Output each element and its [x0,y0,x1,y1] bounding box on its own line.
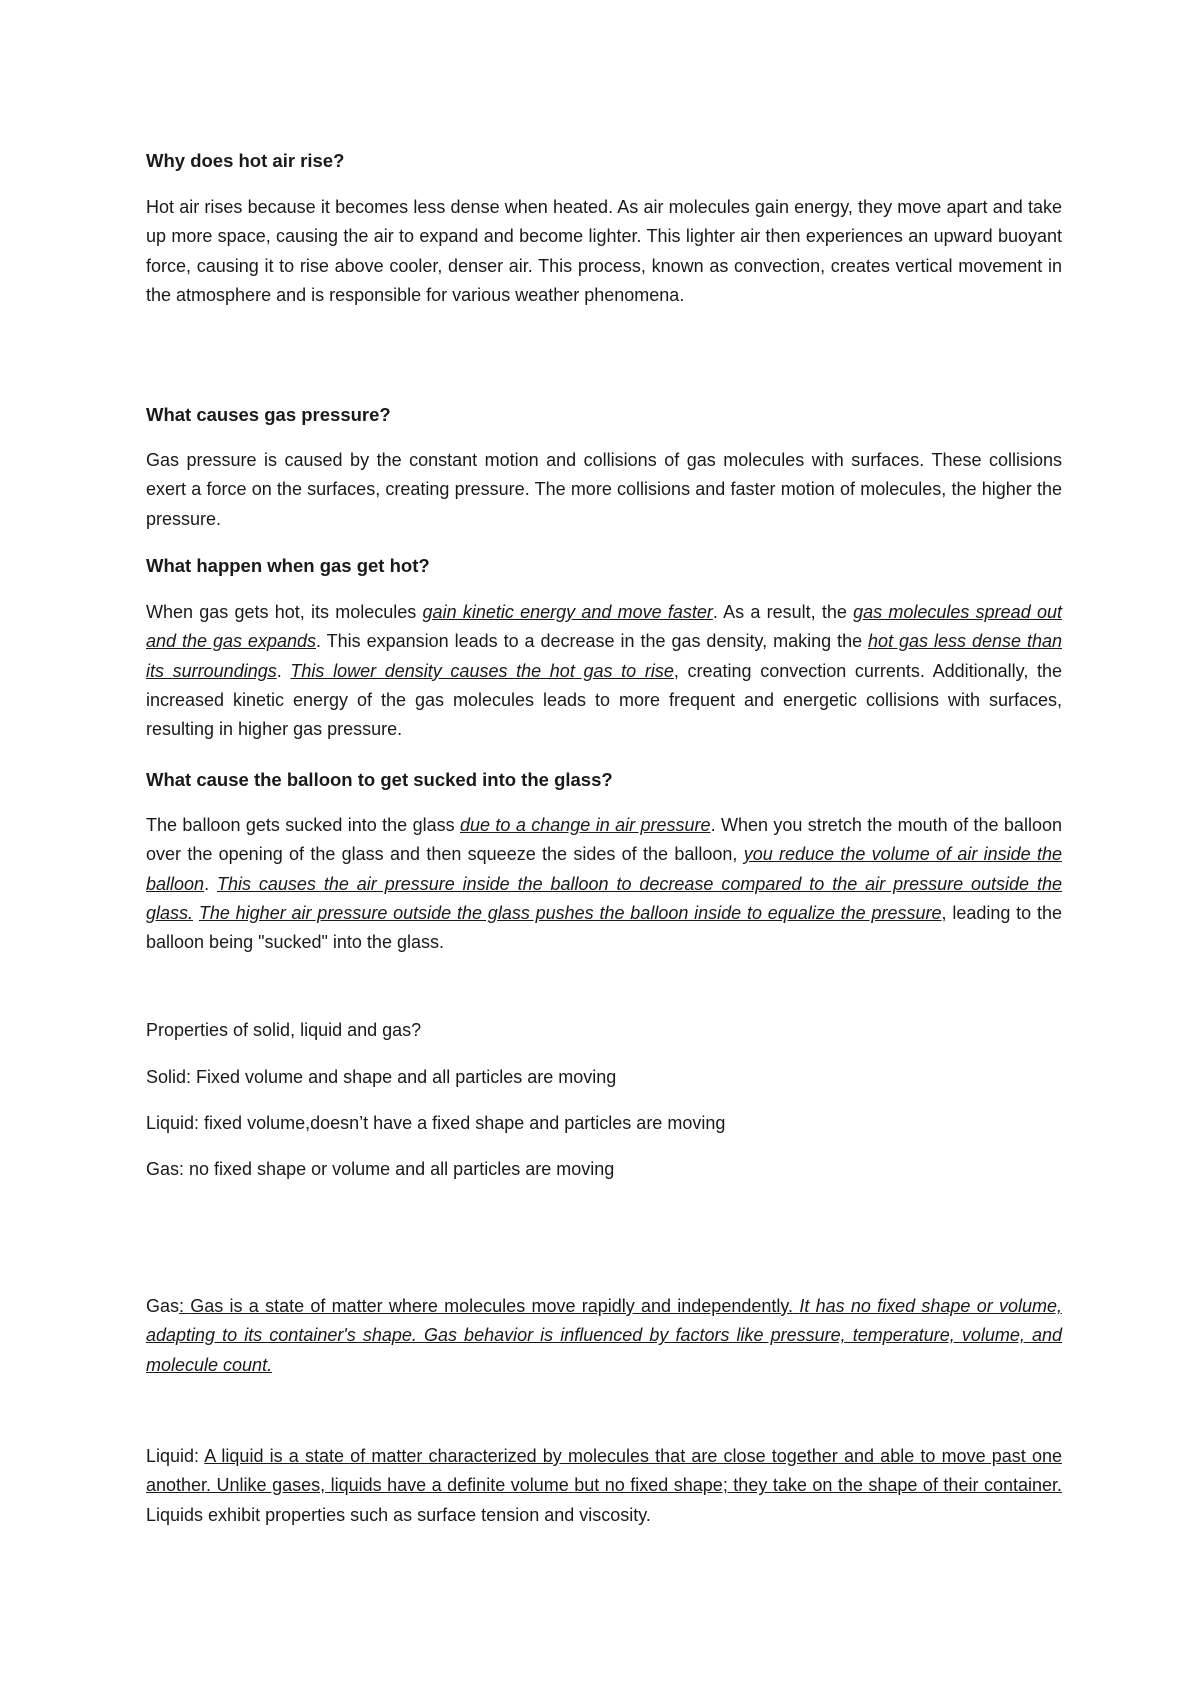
underlined-phrase: gain kinetic energy and move faster [422,602,713,622]
underlined-phrase: This causes the air pressure inside the balloon to decrease compared to the air pressure outside the glass. [146,873,1062,923]
text-run: . [276,660,291,681]
text-run: The balloon gets sucked into the glass [146,815,460,835]
properties-question: Properties of solid, liquid and gas? [146,1020,422,1040]
paragraph-balloon [146,811,1062,957]
heading-gas-hot: What happen when gas get hot? [146,555,430,576]
heading-hot-air: Why does hot air rise? [146,150,345,171]
underlined-phrase: Gas is a state of matter where molecules move rapidly and independently. [190,1296,794,1316]
paragraph-gas-definition [146,1292,1062,1380]
paragraph-gas-hot [146,598,1062,744]
text-run: When gas gets hot, its molecules [146,602,423,622]
underlined-phrase: The higher air pressure outside the glass pushes the balloon inside to equalize the pressure [198,902,942,923]
text-run: . [204,873,217,894]
text-run: . When you stretch the mouth of the balloon over the opening of the glass and then squeeze the sides of the balloon, [146,815,1062,865]
underlined-phrase: hot gas less dense than its surroundings [146,631,1062,681]
paragraph-gas-pressure: Gas pressure is caused by the constant motion and collisions of gas molecules with surfaces. These collisions exert a force on the surfaces, creating pressure. The more collisions and faster motion of molecules, the higher the pressure. [146,450,1062,529]
text-run: . This expansion leads to a decrease in the gas density, making the [316,631,869,652]
heading-gas-pressure: What causes gas pressure? [146,404,391,425]
text-run: , leading to the balloon being "sucked" into the glass. [146,902,1063,953]
liquid-label: Liquid: [146,1446,205,1466]
underlined-phrase: gas molecules spread out and the gas expands [146,602,1062,652]
text-run: , creating convection currents. Additionally, the increased kinetic energy of the gas molecules leads to more frequent and energetic collisions with surfaces, resulting in higher gas pressure. [146,660,1062,740]
paragraph-liquid-definition [146,1442,1062,1530]
paragraph-hot-air: Hot air rises because it becomes less dense when heated. As air molecules gain energy, they move apart and take up more space, causing the air to expand and become lighter. This lighter air then experiences an upward buoyant force, causing it to rise above cooler, denser air. This process, known as convection, creates vertical movement in the atmosphere and is responsible for various weather phenomena. [146,197,1062,305]
properties-solid: Solid: Fixed volume and shape and all particles are moving [146,1067,617,1087]
properties-gas: Gas: no fixed shape or volume and all particles are moving [146,1159,615,1179]
underlined-colon: : [179,1296,191,1316]
underlined-phrase: A liquid is a state of matter characterized by molecules that are close together and able to move past one another. Unlike gases, liquids have a definite volume but no fixed shape; they take on the shape of their container. [146,1446,1062,1496]
gas-label: Gas [146,1296,180,1316]
underlined-italic-phrase: It has no fixed shape or volume, adapting to its container's shape. Gas behavior is influenced by factors like pressure, temperature, volume, and molecule count. [146,1296,1062,1375]
heading-balloon: What cause the balloon to get sucked into the glass? [146,769,613,790]
underlined-phrase: due to a change in air pressure [460,815,711,835]
text-run: Liquids exhibit properties such as surface tension and viscosity. [146,1504,651,1525]
underlined-phrase: This lower density causes the hot gas to rise [290,660,674,681]
text-run: . As a result, the [712,602,854,622]
properties-liquid: Liquid: fixed volume,doesn’t have a fixed shape and particles are moving [146,1113,726,1133]
underlined-phrase: you reduce the volume of air inside the balloon [146,844,1062,894]
